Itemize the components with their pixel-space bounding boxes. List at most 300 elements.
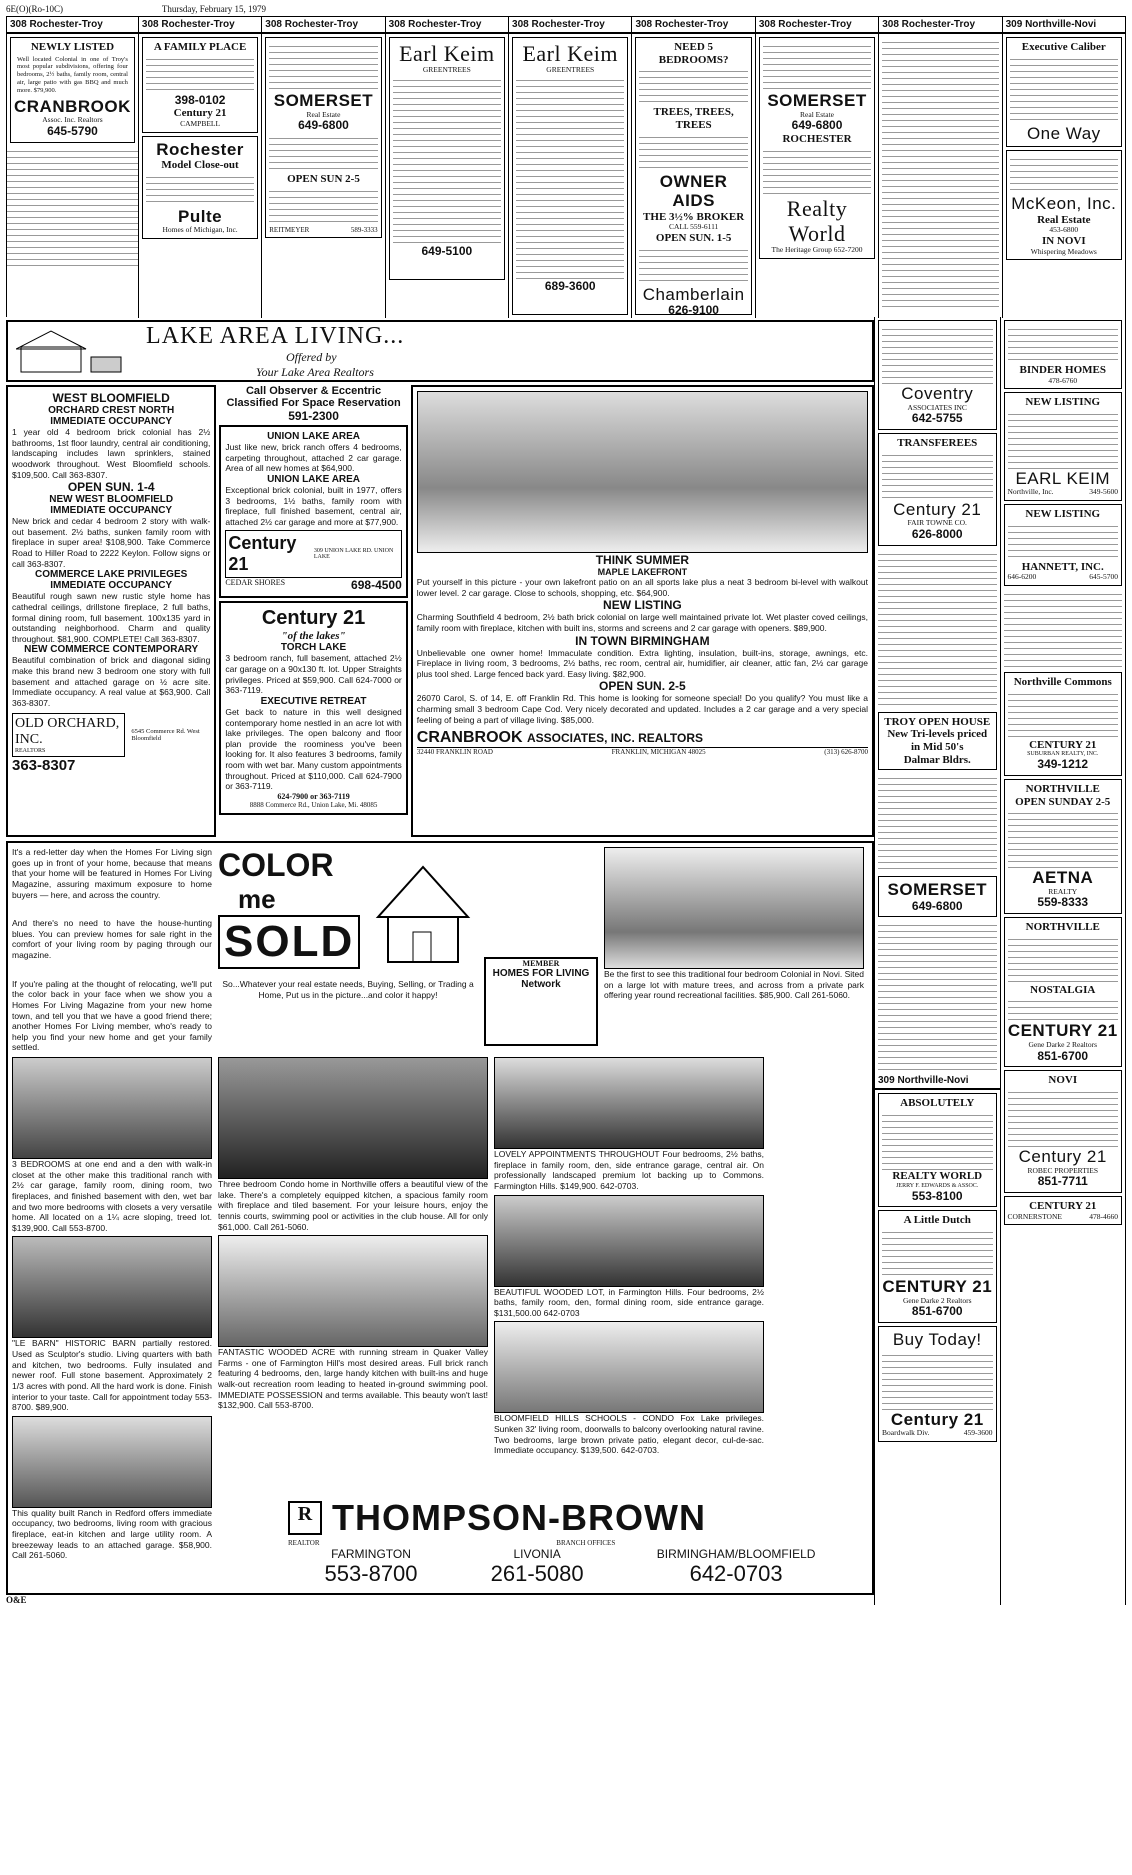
ad-phone: 478-4660	[1089, 1211, 1118, 1221]
ad-brand: One Way	[1026, 123, 1101, 143]
ad-body: New brick and cedar 4 bedroom 2 story with walk-out basement. 2½ baths, sunken family room with fireplace in super area! $108,900. Take Commerce Road to Hiller Road to 2222 Keylon. Follow signs or call 363-8307.	[12, 516, 211, 569]
ad-subtitle: THE 3½% BROKER	[643, 210, 745, 223]
ad-phone: 649-6800	[298, 118, 349, 133]
section-header: 308 Rochester-Troy	[262, 17, 384, 34]
ad-body	[639, 66, 747, 106]
ad-title: COMMERCE LAKE PRIVILEGES	[35, 569, 188, 581]
ad-brand-sub: CAMPBELL	[180, 119, 221, 129]
ad-address: 309 UNION LAKE RD. UNION LAKE	[313, 548, 394, 561]
ad-brand-sub: GREENTREES	[546, 65, 595, 75]
ad-city: FRANKLIN, MICHIGAN 48025	[611, 748, 706, 757]
ad-cornerstone	[1004, 1196, 1123, 1225]
ad-body	[1008, 1087, 1119, 1147]
ad-brand-sub: REALTY	[1048, 886, 1078, 896]
ad-column-text	[882, 37, 998, 307]
ad-phone: 649-6800	[791, 118, 843, 133]
ad-nostalgia	[1004, 917, 1123, 1067]
ad-brand-sub: Assoc. Inc. Realtors	[42, 115, 103, 125]
office-2	[491, 1547, 584, 1587]
ad-brand-sub: JERRY F. EDWARDS & ASSOC.	[896, 1182, 979, 1189]
century21-logo: Century 21	[261, 607, 366, 630]
ad-phone: 851-7711	[1037, 1174, 1088, 1189]
section-header: 309 Northville-Novi	[875, 1073, 1000, 1090]
ad-body	[1008, 521, 1119, 561]
ad-brand: SOMERSET	[273, 91, 374, 110]
classified-columns	[6, 17, 1126, 317]
office-phone: 261-5080	[490, 1561, 584, 1586]
ad-earl-keim-2	[512, 37, 628, 315]
column-9-continued	[1001, 317, 1127, 1605]
ad-executive-caliber	[1006, 37, 1122, 147]
ad-phone: 553-8100	[911, 1188, 963, 1203]
ad-title: NEW LISTING	[603, 598, 682, 613]
ad-body	[1008, 996, 1119, 1021]
tb-sub-row	[288, 1539, 852, 1547]
ad-body	[1008, 808, 1119, 868]
ad-brand: CENTURY 21	[882, 1277, 993, 1297]
ad-phone: 851-6700	[1037, 1048, 1089, 1063]
ad-title: ABSOLUTELY	[900, 1097, 975, 1110]
me-text: me	[238, 884, 276, 914]
ad-brand: AETNA	[1032, 868, 1094, 888]
column-5	[509, 17, 632, 318]
ad-brand-sub: ASSOCIATES INC	[907, 402, 967, 412]
house-photo	[494, 1057, 764, 1149]
column-1	[7, 17, 139, 318]
page-header	[6, 4, 1126, 17]
ad-title: NEW COMMERCE CONTEMPORARY	[24, 644, 199, 656]
realtor-label: REALTOR	[288, 1539, 320, 1547]
ad-brand: Century 21	[890, 1409, 984, 1429]
ad-title: THINK SUMMER	[595, 553, 690, 567]
ad-brand: OWNER AIDS	[659, 171, 728, 211]
ad-century21-lakes	[219, 385, 407, 837]
ad-realty-world	[878, 1093, 997, 1207]
ad-coventry	[878, 320, 997, 430]
ad-footer	[1008, 573, 1119, 582]
main-display-area	[6, 317, 874, 1605]
ad-of-the-lakes	[219, 601, 407, 815]
ad-brand: SOMERSET	[887, 880, 987, 900]
ad-body	[393, 75, 501, 245]
ad-brand-sub: Gene Darke 2 Realtors	[1028, 1040, 1097, 1050]
ad-body	[882, 1110, 993, 1170]
ad-brand: BINDER HOMES	[1019, 364, 1106, 376]
ad-brand: CENTURY 21	[1029, 1200, 1097, 1213]
homes-intro	[12, 847, 212, 1053]
house-photo	[12, 1416, 212, 1508]
ad-brand-sub: SUBURBAN REALTY, INC.	[1027, 751, 1099, 758]
intro-p3: If you're paling at the thought of relocating, we'll put the color back in your face when we show you a Homes For Living Magazine from your new home town, and tell you that we have a good friend there; another Homes For Living member, who's ready to help you find your new home and get your family settled.	[12, 978, 212, 1053]
ad-column-text	[1004, 589, 1123, 669]
tb-photo-col-1	[12, 1057, 212, 1561]
ad-chamberlain	[635, 37, 751, 318]
ad-title: NEWLY LISTED	[30, 41, 115, 53]
ad-title: Executive Caliber	[1021, 41, 1106, 53]
ad-brand: HANNETT, INC.	[1021, 560, 1104, 573]
ad-phone: 478-6760	[1048, 375, 1078, 385]
color-me-sold	[218, 847, 478, 1053]
house-photo	[604, 847, 864, 969]
section-header: 308 Rochester-Troy	[632, 17, 754, 34]
ad-mckeon	[1006, 150, 1122, 260]
listing-caption: FANTASTIC WOODED ACRE with running stream in Quaker Valley Farms - one of Farmington Hill's most desired areas. Full brick ranch featuring 4 bedrooms, den, large handy kitchen with built-ins and huge walk-out recreation room leading to heated in-ground swimming pool. IMMEDIATE POSSESSION and terms available. This beauty won't last! $132,900. Call 553-8700.	[218, 1347, 488, 1411]
color-caption: So...Whatever your real estate needs, Buying, Selling, or Trading a Home, Put us in the picture...and color it happy!	[222, 979, 474, 1000]
ad-brand: THOMPSON-BROWN	[332, 1497, 706, 1538]
tb-photo-col-2	[218, 1057, 488, 1561]
office-1	[325, 1547, 418, 1587]
listing-caption: This quality built Ranch in Redford offers immediate occupancy, two bedrooms, living room with gracious fireplace, eat-in kitchen and large utility room. A breezeway leads to an attached garage. $58,900. Call 261-5060.	[12, 1507, 212, 1561]
ad-cranbrook	[411, 385, 874, 837]
ad-body	[639, 132, 747, 172]
ad-phone-2: 645-5700	[1089, 572, 1118, 582]
tb-photo-col-3	[494, 1057, 764, 1561]
ad-body	[516, 75, 624, 280]
ad-subtitle: New Tri-levels priced in Mid 50's	[887, 728, 988, 753]
lake-area-banner	[6, 320, 874, 382]
lake-ads-row	[6, 385, 874, 837]
listing-caption: Be the first to see this traditional four bedroom Colonial in Novi. Sited on a large lot with mature trees, and across from a private park offering year round recreational facilities. $85,900. Call 261-5060.	[604, 969, 864, 1001]
ad-phone: 626-9100	[668, 303, 719, 318]
ad-family-place	[142, 37, 258, 133]
ad-brand: CENTURY 21	[1029, 738, 1097, 751]
ad-title: Northville Commons	[1013, 675, 1112, 688]
logo-sub: REALTORS	[15, 747, 46, 754]
ad-hannett	[1004, 504, 1123, 586]
ad-body: Charming Southfield 4 bedroom, 2½ bath brick colonial on large well maintained private lot. Wet plaster coved ceilings, family room with fireplace, kitchen with built ins, storms and screens and 2 car garage with openers. $89,900.	[416, 612, 868, 633]
ad-title: NEW LISTING	[1025, 396, 1101, 409]
ad-footer	[1008, 1213, 1119, 1222]
barn-photo	[12, 1236, 212, 1338]
ad-address: 6545 Commerce Rd. West Bloomfield	[131, 727, 200, 742]
ad-footer	[1008, 488, 1119, 497]
ad-subtitle: ORCHARD CREST NORTH	[48, 405, 175, 416]
ad-title: NOSTALGIA	[1030, 983, 1096, 996]
cartoon-house-icon	[368, 857, 478, 967]
ad-title: TORCH LAKE	[280, 642, 347, 654]
ad-body: Exceptional brick colonial, built in 1977, offers 3 bedrooms, 1½ baths, family room with fireplace, full finished basement, central air, attached 2½ car garage and more at $77,900.	[225, 484, 402, 527]
listing-caption: "LE BARN" HISTORIC BARN partially restored. Used as Sculptor's studio. Living quarters with bath and kitchen, two bedrooms. Fully insulated and newer roof. Full stone basement. Approximately 2 1/3 acres with pond. All the hard work is done. Finish interior to your taste. Call for appointment today 553-8700. $89,900.	[12, 1338, 212, 1413]
ad-brand: Earl Keim	[522, 41, 618, 66]
ad-phone: 559-8333	[1037, 895, 1089, 910]
section-header: 308 Rochester-Troy	[7, 17, 138, 34]
ad-title: UNION LAKE AREA	[267, 431, 361, 442]
ad-brand-sub: CEDAR SHORES	[225, 578, 286, 588]
ad-column-text	[878, 773, 997, 873]
ad-body	[1010, 54, 1118, 124]
ad-body: Well located Colonial in one of Troy's most popular subdivisions, offering four bedrooms, 2½ baths, family room, central air, large patio with gas BBQ and much more. $79,900.	[17, 55, 128, 94]
ad-brand: Chamberlain	[642, 284, 745, 304]
ad-title: UNION LAKE AREA	[267, 473, 361, 485]
ad-northville-commons	[1004, 672, 1123, 776]
ad-brand-sub: The Heritage Group 652-7200	[771, 245, 863, 255]
ad-open-house: OPEN SUN 2-5	[287, 172, 360, 185]
ad-brand-sub: CORNERSTONE	[1007, 1211, 1062, 1221]
page-date: Thursday, February 15, 1979	[161, 4, 266, 14]
ad-brand-sub: Northville, Inc.	[1007, 487, 1054, 497]
ad-brand: CENTURY 21	[1007, 1021, 1118, 1041]
ad-title: TROY OPEN HOUSE	[884, 715, 991, 728]
ad-subtitle: IMMEDIATE OCCUPANCY	[50, 505, 173, 517]
ad-brand: Century 21	[893, 499, 982, 519]
ad-body	[882, 1350, 993, 1410]
ad-phone: (313) 626-8700	[824, 748, 868, 757]
office-name: FARMINGTON	[331, 1547, 411, 1561]
page-footer: O&E	[6, 1595, 27, 1605]
ad-brand: Realty World	[786, 195, 848, 246]
century21-logo: Century 21	[228, 533, 297, 575]
ad-body: Put yourself in this picture - your own lakefront patio on an all sports lake plus a neat 3 bedroom bi-level with walkout lower level. 2 car garage. Close to schools, shopping, etc. $64,900.	[416, 577, 868, 598]
ad-body: 26070 Carol, S. of 14, E. off Franklin Rd. This home is looking for someone special! Do you qualify? You must like a charming small 3 bedroom Cape Cod. Very nicely decorated and updated. Includes a 2 car garage and a very special feeling of being a part of village living. $85,000.	[416, 693, 868, 725]
ad-old-orchard	[6, 385, 216, 837]
reservation-head: Call Observer & Eccentric Classified For Space Reservation	[226, 385, 401, 409]
ad-title: IN NOVI	[1041, 235, 1086, 247]
ad-slogan: "of the lakes"	[281, 630, 346, 643]
newspaper-page	[6, 4, 1126, 1864]
office-phone: 642-0703	[689, 1561, 783, 1586]
ad-column-text	[878, 549, 997, 709]
ad-body	[146, 54, 254, 94]
ad-body: Beautiful combination of brick and diagonal siding make this brand new 3 bedroom one story with full basement and attached garage on ½ acre site. Immediate occupancy. A real value at $63,900. Call 363-8307.	[12, 655, 211, 708]
ad-phone: 645-5790	[47, 123, 98, 138]
ad-subtitle: NEW WEST BLOOMFIELD	[49, 494, 174, 506]
ad-little-dutch	[878, 1210, 997, 1323]
color-text: COLOR	[218, 847, 334, 883]
ad-body	[269, 133, 377, 173]
house-photo	[417, 391, 868, 553]
page-code: 6E(O)(Ro-10C)	[6, 4, 63, 14]
thompson-brown-footer	[288, 1497, 852, 1587]
branch-label: BRANCH OFFICES	[556, 1539, 616, 1547]
lake-house-icon	[16, 327, 126, 375]
ad-title: OPEN SUN. 1-4	[67, 480, 155, 495]
ad-phone: 649-5100	[421, 243, 473, 258]
ad-open-house: OPEN SUNDAY 2-5	[1015, 795, 1111, 808]
ad-brand: Earl Keim	[399, 41, 495, 66]
ad-subtitle: Model Close-out	[161, 159, 239, 172]
ad-title: TRANSFEREES	[897, 436, 978, 449]
ad-brand-sub: Real Estate	[800, 109, 834, 119]
ad-brand: EARL KEIM	[1015, 468, 1111, 488]
ad-brand-sub: GREENTREES	[422, 65, 471, 75]
ad-body	[882, 324, 993, 384]
ad-subtitle: IMMEDIATE OCCUPANCY	[50, 580, 173, 592]
ad-phone: 349-1212	[1037, 757, 1089, 772]
ad-body: Get back to nature in this well designed contemporary home nestled in an acre lot with lake privileges. The open balcony and floor plan provide the roominess you've been looking for. It also features 3 bedrooms, family room with wet bar. Many custom appointments throughout. Priced at $110,000. Call 624-7900 or 363-7119.	[225, 706, 402, 792]
ad-body	[763, 146, 871, 196]
ad-address: 8888 Commerce Rd., Union Lake, Mi. 48085	[249, 800, 378, 809]
ad-newly-listed	[10, 37, 135, 143]
ad-title: NORTHVILLE	[1025, 921, 1100, 934]
ad-brand: McKeon, Inc.	[1011, 194, 1117, 214]
ad-brand-sub: ASSOCIATES, INC. REALTORS	[527, 731, 704, 746]
ad-title: A Little Dutch	[903, 1214, 971, 1227]
ad-title: NORTHVILLE	[1025, 782, 1100, 795]
ad-brand: CRANBROOK	[14, 96, 131, 116]
realtor-logo-icon: R	[288, 1501, 322, 1535]
ad-phone: 363-8307	[12, 756, 76, 774]
ad-phone: 646-6200	[1007, 572, 1037, 582]
column-6	[632, 17, 755, 318]
ad-brand-sub: Homes of Michigan, Inc.	[162, 225, 238, 235]
ad-body: Beautiful rough sawn new rustic style home has cathedral ceilings, drillstone fireplace, 2 full baths, formal dining room, full basement. 100x135 yard in outstanding neighborhood. Charm and quality throughout. $81,900. COMPLETE! Call 363-8307.	[12, 591, 211, 644]
section-header: 308 Rochester-Troy	[139, 17, 261, 34]
section-header: 309 Northville-Novi	[1003, 17, 1125, 34]
ad-title: A FAMILY PLACE	[153, 41, 247, 53]
ad-column-text	[878, 920, 997, 1070]
ad-title: IN TOWN BIRMINGHAM	[575, 633, 710, 648]
logo-text: OLD ORCHARD, INC.	[15, 715, 120, 747]
ad-body: Unbelievable one owner home! Immaculate condition. Extra lighting, insulation, built-ins, storage, awnings, etc. Fireplace in living room, 3 bedrooms, 2½ baths, rec room, central air, humidifier, air cleaner, attic fan, 2½ car garage plus tool shed. Large fenced back yard. Easy living. $82,900.	[416, 647, 868, 679]
badge-network: HOMES FOR LIVING Network	[492, 968, 590, 990]
tb-photo-col-a	[604, 847, 864, 1053]
ad-phone: 349-5600	[1089, 487, 1118, 497]
section-header: 308 Rochester-Troy	[509, 17, 631, 34]
ad-body	[639, 245, 747, 285]
office-3	[657, 1547, 816, 1587]
tb-offices	[288, 1547, 852, 1587]
ad-brand: REALTY WORLD	[892, 1170, 983, 1183]
ad-title: OPEN SUN. 2-5	[599, 679, 686, 694]
ad-brand: Pulte	[178, 206, 223, 226]
ad-pulte	[142, 136, 258, 239]
ad-brand: REITMEYER	[269, 225, 310, 234]
ad-phone: 453-6800	[1049, 225, 1079, 235]
column-8	[879, 17, 1002, 318]
ad-robec	[1004, 1070, 1123, 1193]
listing-caption: LOVELY APPOINTMENTS THROUGHOUT Four bedrooms, 2½ baths, fireplace in family room, den, side entrance garage, central air. On professionally landscaped premium lot backing up to Commons. Farmington Hills. $149,900. 642-0703.	[494, 1149, 764, 1191]
tb-middle	[12, 1057, 868, 1561]
section-header: 308 Rochester-Troy	[756, 17, 878, 34]
intro-p2: And there's no need to have the house-hunting blues. You can preview homes for sale right in the comfort of your living room by paging through our magazine.	[12, 918, 212, 960]
ad-title: TREES, TREES, TREES	[653, 106, 734, 131]
ad-binder	[1004, 320, 1123, 389]
ad-boardwalk	[878, 1326, 997, 1442]
ad-title: Rochester	[156, 139, 244, 159]
ad-body	[1010, 154, 1118, 194]
ad-brand-sub: Real Estate	[1037, 213, 1091, 226]
ad-footer	[12, 713, 210, 757]
ad-earl-keim-northville	[1004, 392, 1123, 501]
ad-body	[1008, 324, 1119, 364]
cedar-footer	[225, 530, 401, 578]
ad-footer	[269, 226, 377, 234]
listing-caption: BLOOMFIELD HILLS SCHOOLS - CONDO Fox Lake privileges. Sunken 32' living room, doorwalls to balcony overlooking natural ravine. Two bedrooms, large brown private patio, elegant decor, cul-de-sac. Immediate occupancy. $139,500. 642-0703.	[494, 1413, 764, 1456]
ad-body	[1008, 409, 1119, 469]
ad-phone: 589-3333	[350, 225, 378, 234]
ad-brand: CRANBROOK	[416, 729, 523, 747]
ad-body	[146, 172, 254, 207]
ad-phone: 459-3600	[963, 1428, 993, 1438]
tb-logo-row	[288, 1497, 852, 1539]
listing-caption: BEAUTIFUL WOODED LOT, in Farmington Hills. Four bedrooms, 2½ baths, family room, den, formal dining room, side entrance garage. $131,500.00 642-0703	[494, 1286, 764, 1318]
ad-title: ROCHESTER	[782, 132, 852, 145]
listing-caption: 3 BEDROOMS at one end and a den with walk-in closet at the other make this traditional ranch with 2½ car garage, family room, dining room, two fireplaces, and finished basement with den, wet bar and two more bedrooms with closets a very versatile home. All located on a 1¼ acre sloping, treed lot. $139,900. Call 553-8700.	[12, 1159, 212, 1233]
ad-thompson-brown	[6, 841, 874, 1595]
ad-brand-sub: Real Estate	[306, 109, 341, 119]
column-7	[756, 17, 879, 318]
ad-title: Buy Today!	[892, 1330, 982, 1350]
tb-top	[12, 847, 868, 1053]
cranbrook-footer	[417, 747, 868, 756]
ad-brand-sub: FAIR TOWNE CO.	[907, 518, 967, 528]
ad-body	[269, 186, 377, 226]
ad-brand: Century 21	[173, 107, 227, 120]
office-name: BIRMINGHAM/BLOOMFIELD	[656, 1547, 816, 1561]
ad-somerset-3	[878, 876, 997, 917]
ad-open-house: OPEN SUN. 1-5	[655, 231, 732, 244]
banner-sub2: Your Lake Area Realtors	[256, 364, 374, 379]
ad-phone: 851-6700	[911, 1304, 963, 1319]
ad-phone: CALL 559-6111	[668, 222, 719, 232]
ad-troy-open-house	[878, 712, 997, 771]
ad-brand-sub: Gene Darke 2 Realtors	[902, 1295, 972, 1305]
ad-somerset-2	[759, 37, 875, 259]
ad-brand: Century 21	[1018, 1147, 1107, 1167]
condo-photo	[494, 1321, 764, 1413]
ad-phone: 649-6800	[911, 898, 963, 913]
column-3	[262, 17, 385, 318]
ad-brand: SOMERSET	[767, 91, 867, 110]
ad-title: NEW LISTING	[1025, 508, 1101, 521]
badge-member: MEMBER	[522, 959, 560, 968]
section-header: 308 Rochester-Troy	[386, 17, 508, 34]
ad-subtitle: IMMEDIATE OCCUPANCY	[50, 416, 173, 427]
ad-phone: 698-4500	[351, 578, 402, 593]
ad-subtitle: Whispering Meadows	[1030, 246, 1097, 256]
ad-body	[763, 41, 871, 91]
ad-body: Just like new, brick ranch offers 4 bedrooms, carpeting throughout, attached 2 car garage. Area of all new homes at $64,900.	[225, 442, 402, 474]
ad-phone: 626-8000	[911, 526, 963, 541]
house-photo	[12, 1057, 212, 1159]
ad-phone: 398-0102	[174, 92, 226, 107]
condo-photo	[218, 1057, 488, 1179]
column-2	[139, 17, 262, 318]
ad-brand: Dalmar Bldrs.	[903, 753, 971, 766]
ad-title: EXECUTIVE RETREAT	[260, 695, 367, 707]
ad-phone: 689-3600	[544, 278, 596, 293]
lower-area	[6, 317, 1126, 1605]
house-photo	[494, 1195, 764, 1287]
ad-body	[882, 1227, 993, 1277]
ad-phone: 624-7900 or 363-7119	[277, 791, 350, 801]
ad-address: 32440 FRANKLIN ROAD	[416, 748, 493, 757]
ad-body	[1008, 934, 1119, 984]
ad-body	[882, 450, 993, 500]
ad-cedar-shores	[219, 425, 407, 598]
office-phone: 553-8700	[324, 1561, 418, 1586]
ad-body: 3 bedroom ranch, full basement, attached 2½ car garage on a 90x130 ft. lot. Upper Straights privileges. Priced at $59,900. Call 624-7000 or 363-7119.	[225, 653, 402, 696]
ad-brand-sub: Boardwalk Div.	[882, 1428, 930, 1438]
ad-brand-sub: ROBEC PROPERTIES	[1027, 1165, 1099, 1175]
ad-title: WEST BLOOMFIELD	[52, 391, 170, 405]
cranbrook-logo	[417, 729, 868, 747]
ad-title: NEED 5 BEDROOMS?	[658, 41, 729, 66]
ad-brand: Coventry	[901, 384, 974, 403]
section-header: 308 Rochester-Troy	[879, 17, 1001, 34]
column-9	[1003, 17, 1126, 318]
ad-subtitle: MAPLE LAKEFRONT	[597, 567, 688, 577]
intro-p1: It's a red-letter day when the Homes For Living sign goes up in front of your home, because that means that your home will be featured in Homes For Living Magazine, assuring maximum exposure to home buyers — here, and across the country.	[12, 847, 212, 900]
banner-sub: Offered by	[286, 349, 337, 364]
ad-fair-towne	[878, 433, 997, 546]
listing-caption: Three bedroom Condo home in Northville offers a beautiful view of the lake. There's a completely equipped kitchen, a spacious family room with fireplace and tiled basement. For your leisure hours, enjoy the tennis courts, swimming pool or activities in the club house. All for only $61,000. Call 261-5060.	[218, 1179, 488, 1232]
ad-phone: 642-5755	[911, 411, 963, 426]
house-photo	[218, 1235, 488, 1347]
sold-text: SOLD	[218, 915, 360, 969]
ad-somerset	[265, 37, 381, 238]
ad-title: NOVI	[1048, 1074, 1078, 1087]
